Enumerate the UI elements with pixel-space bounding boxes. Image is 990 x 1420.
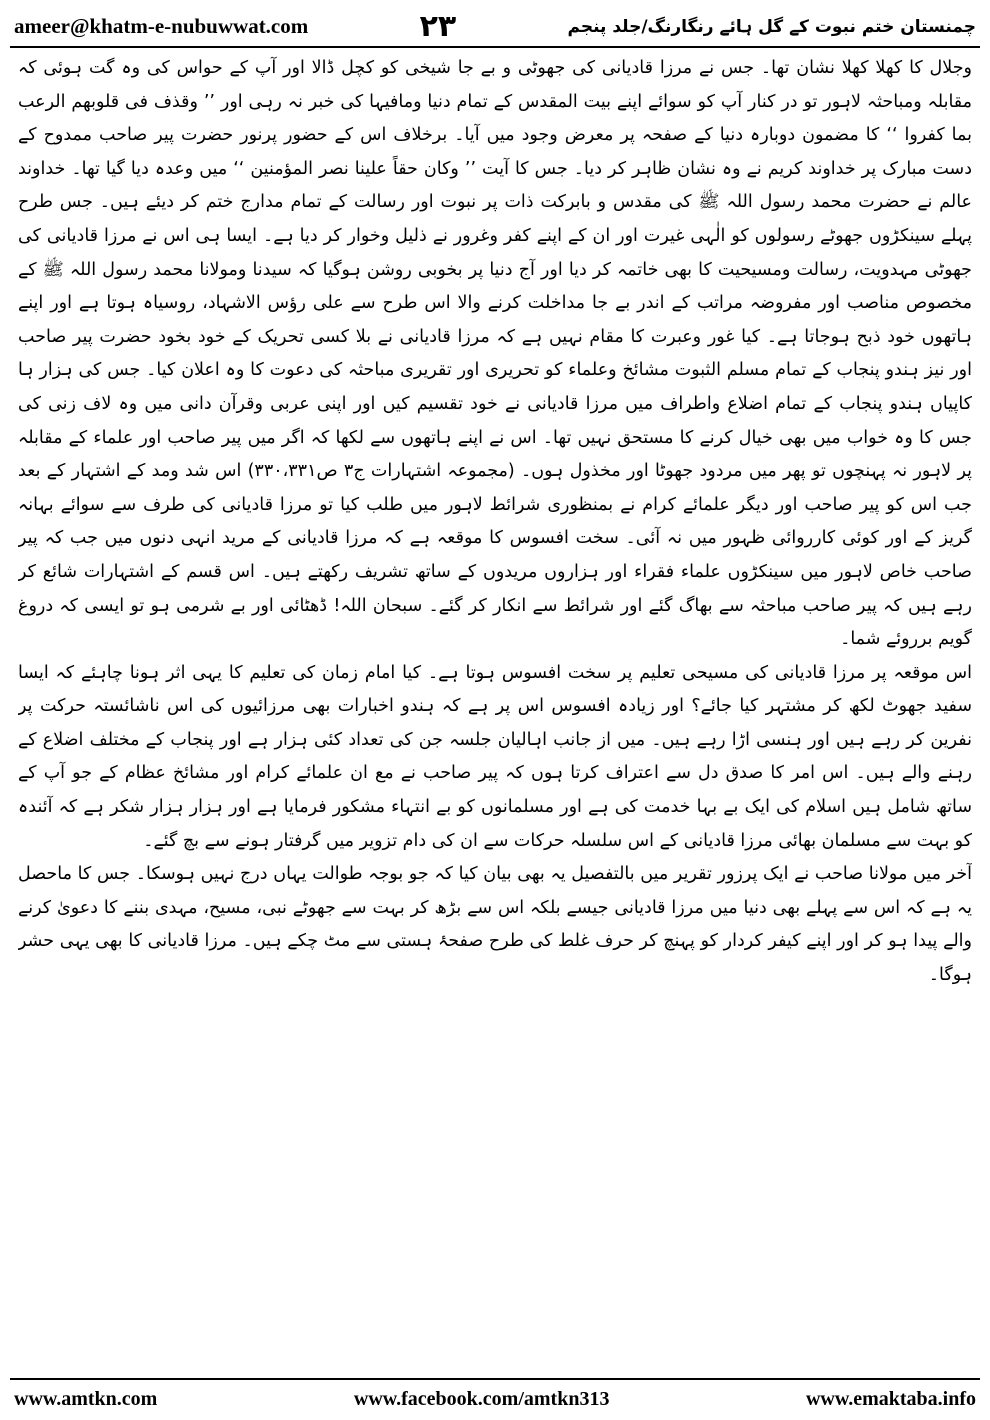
footer-link-amtkn[interactable]: www.amtkn.com xyxy=(14,1387,158,1410)
paragraph-3: آخر میں مولانا صاحب نے ایک پرزور تقریر میں بالتفصیل یہ بھی بیان کیا کہ جو بوجہ طوالت یہاں درج نہیں ہوسکا۔ جس کا ماحصل یہ ہے کہ اس سے پہلے بھی دنیا میں مرزا قادیانی جیسے بلکہ اس سے بڑھ کر بہت سے جھوٹے نبی، مسیح، مہدی بننے کا دعویٰ کرنے والے پیدا ہو کر اور اپنے کیفر کردار کو پہنچ کر حرف غلط کی طرح صفحۂ ہستی سے مٹ چکے ہیں۔ مرزا قادیانی کا بھی یہی حشر ہوگا۔ xyxy=(18,864,972,986)
paragraph-2: اس موقعہ پر مرزا قادیانی کی مسیحی تعلیم پر سخت افسوس ہوتا ہے۔ کیا امام زمان کی تعلیم کا یہی اثر ہونا چاہئے کہ ایسا سفید جھوٹ لکھ کر مشتہر کیا جائے؟ اور زیادہ افسوس اس پر ہے کہ ہندو اخبارات بھی مرزائیوں کی اس ناشائستہ حرکت پر نفرین کر رہے ہیں اور ہنسی اڑا رہے ہیں۔ میں از جانب اہالیان جلسہ جن کی تعداد کئی ہزار ہے اور پنجاب کے مختلف اضلاع کے رہنے والے ہیں۔ اس امر کا صدق دل سے اعتراف کرتا ہوں کہ پیر صاحب نے مع ان علمائے کرام اور مشائخ عظام کے جو آپ کے ساتھ شامل ہیں اسلام کی ایک بے بہا خدمت کی ہے اور مسلمانوں کو بے انتہاء مشکور فرمایا ہے اور ہزار ہزار شکر ہے کہ آئندہ کو بہت سے مسلمان بھائی مرزا قادیانی کے اس سلسلہ حرکات سے ان کی دام تزویر میں گرفتار ہونے سے بچ گئے۔ xyxy=(18,662,972,851)
page-number: ۲۳ xyxy=(419,8,457,44)
page-body xyxy=(18,52,972,1372)
footer-link-facebook[interactable]: www.facebook.com/amtkn313 xyxy=(353,1387,610,1410)
footer-divider xyxy=(10,1378,980,1380)
header-email: ameer@khatm-e-nubuwwat.com xyxy=(14,13,309,38)
book-title: چمنستان ختم نبوت کے گل ہائے رنگارنگ/جلد پنجم xyxy=(567,16,976,37)
paragraph-1: وجلال کا کھلا کھلا نشان تھا۔ جس نے مرزا قادیانی کی جھوٹی و بے جا شیخی کو کچل ڈالا اور آپ کے حواس کی وہ گت ہوئی کہ مقابلہ ومباحثہ لاہور تو در کنار آپ کو سوائے اپنے بیت المقدس کے تمام دنیا ومافیہا کی خبر نہ رہی اور ’’ وقذف فی قلوبھم الرعب بما کفروا ‘‘ کا مضمون دوبارہ دنیا کے صفحہ پر معرض وجود میں آیا۔ برخلاف اس کے حضور پرنور حضرت پیر صاحب ممدوح کے دست مبارک پر خداوند کریم نے وہ نشان ظاہر کر دیا۔ جس کا آیت ’’ وکان حقاً علینا نصر المؤمنین ‘‘ میں وعدہ دیا گیا تھا۔ خداوند عالم نے حضرت محمد رسول اللہ ﷺ کی مقدس و بابرکت ذات پر نبوت اور رسالت کے تمام مدارج ختم کر دیئے ہیں۔ جس طرح پہلے سینکڑوں جھوٹے رسولوں کو الٰہی غیرت اور ان کے اپنے کفر وغرور نے ذلیل وخوار کر دیا ہے۔ ایسا ہی اس نے مرزا قادیانی کی جھوٹی مہدویت، رسالت ومسیحیت کا بھی خاتمہ کر دیا اور آج دنیا پر بخوبی روشن ہوگیا کہ سیدنا ومولانا محمد رسول اللہ ﷺ کے مخصوص مناصب اور مفروضہ مراتب کے اندر بے جا مداخلت کرنے والا اس طرح سے علی رؤس الاشہاد، روسیاہ ہوتا ہے اور اپنے ہاتھوں خود ذبح ہوجاتا ہے۔ کیا غور وعبرت کا مقام نہیں ہے کہ مرزا قادیانی نے بلا کسی تحریک کے خود بخود حضرت پیر صاحب اور نیز ہندو پنجاب کے تمام مسلم الثبوت مشائخ وعلماء کو تحریری اور تقریری مباحثہ کی دعوت کا وہ اعلان کیا۔ جس کی ہزار ہا کاپیاں ہندو پنجاب کے تمام اضلاع واطراف میں مرزا قادیانی نے خود تقسیم کیں اور اپنی عربی وقرآن دانی میں وہ لاف زنی کی جس کا وہ خواب میں بھی خیال کرنے کا مستحق نہیں تھا۔ اس نے اپنے ہاتھوں سے لکھا کہ اگر میں پیر صاحب اور علماء کے مقابلہ پر لاہور نہ پہنچوں تو پھر میں مردود جھوٹا اور مخذول ہوں۔ (مجموعہ اشتہارات ج۳ ص۳۳۰،۳۳۱) اس شد ومد کے اشتہار کے بعد جب اس کو پیر صاحب اور دیگر علمائے کرام نے بمنظوری شرائط لاہور میں طلب کیا تو مرزا قادیانی کی طرف سے سوائے بہانہ گریز کے اور کوئی کارروائی ظہور میں نہ آئی۔ سخت افسوس کا موقعہ ہے کہ مرزا قادیانی کے مرید انہی دنوں میں جب کہ پیر صاحب خاص لاہور میں سینکڑوں علماء فقراء اور ہزاروں مریدوں کے ساتھ تشریف رکھتے ہیں۔ اس قسم کے اشتہارات شائع کر رہے ہیں کہ پیر صاحب مباحثہ سے بھاگ گئے اور شرائط سے انکار کر گئے۔ سبحان اللہ! ڈھٹائی اور بے شرمی ہو تو ایسی کہ دروغ گویم برروئے شما۔ xyxy=(18,58,972,650)
page-footer xyxy=(14,1384,976,1414)
page-header xyxy=(14,8,976,44)
header-divider xyxy=(10,46,980,48)
footer-link-emaktaba[interactable]: www.emaktaba.info xyxy=(805,1387,976,1410)
